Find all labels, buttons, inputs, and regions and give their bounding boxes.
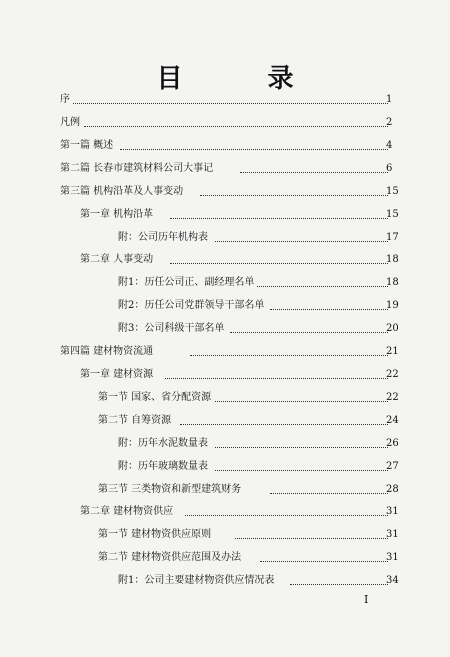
toc-entry-label: 第一章 机构沿革 xyxy=(80,207,156,223)
toc-entry[interactable] xyxy=(0,321,450,337)
toc-entry-label: 第三节 三类物资和新型建筑财务 xyxy=(98,482,244,498)
toc-entry[interactable] xyxy=(0,482,450,498)
page-title: 目 录 xyxy=(156,64,332,94)
toc-entry-label: 第二章 建材物资供应 xyxy=(80,504,176,520)
toc-entry-label: 附：历年水泥数量表 xyxy=(118,436,211,452)
toc-entry-page: 20 xyxy=(386,323,399,334)
toc-entry-label: 第二节 自筹资源 xyxy=(98,413,174,429)
toc-entry-label: 附3：公司科级干部名单 xyxy=(118,321,227,337)
toc-entry-page: 17 xyxy=(386,232,399,243)
toc-entry-page: 22 xyxy=(386,369,399,380)
toc-entry-label: 第一节 建材物资供应原则 xyxy=(98,527,214,543)
toc-entry-label: 第二节 建材物资供应范围及办法 xyxy=(98,550,244,566)
toc-entry-page: 27 xyxy=(386,461,399,472)
toc-entry-page: 6 xyxy=(386,163,393,174)
toc-entry-label: 第一章 建材资源 xyxy=(80,367,156,383)
toc-entry[interactable] xyxy=(0,115,450,131)
toc-entry-page: 28 xyxy=(386,484,399,495)
toc-entry[interactable] xyxy=(0,92,450,108)
toc-entry[interactable] xyxy=(0,138,450,154)
toc-entry[interactable] xyxy=(0,275,450,291)
toc-entry-label: 附1：公司主要建材物资供应情况表 xyxy=(118,573,277,589)
toc-entry-label: 凡例 xyxy=(60,115,83,131)
toc-entry[interactable] xyxy=(0,298,450,314)
toc-entry[interactable] xyxy=(0,252,450,268)
toc-entry-label: 附：历年玻璃数量表 xyxy=(118,459,211,475)
toc-entry[interactable] xyxy=(0,344,450,360)
toc-entry-label: 第三篇 机构沿革及人事变动 xyxy=(60,184,186,200)
toc-entry[interactable] xyxy=(0,550,450,566)
toc-entry[interactable] xyxy=(0,527,450,543)
toc-entry[interactable] xyxy=(0,230,450,246)
toc-entry[interactable] xyxy=(0,573,450,589)
toc-entry-page: 31 xyxy=(386,552,399,563)
toc-entry-label: 序 xyxy=(60,92,73,108)
toc-entry-page: 2 xyxy=(386,117,393,128)
toc-entry-label: 第一篇 概述 xyxy=(60,138,116,154)
toc-entry-page: 4 xyxy=(386,140,393,151)
toc-entry[interactable] xyxy=(0,184,450,200)
toc-entry[interactable] xyxy=(0,504,450,520)
toc-entry-page: 18 xyxy=(386,277,399,288)
toc-entry-label: 附2：历任公司党群领导干部名单 xyxy=(118,298,267,314)
toc-entry[interactable] xyxy=(0,390,450,406)
page-number: I xyxy=(364,593,369,606)
toc-entry-page: 21 xyxy=(386,346,399,357)
toc-entry-page: 15 xyxy=(386,209,399,220)
toc-entry-page: 26 xyxy=(386,438,399,449)
toc-entry-page: 18 xyxy=(386,254,399,265)
toc-entry-page: 22 xyxy=(386,392,399,403)
toc-entry-page: 31 xyxy=(386,529,399,540)
toc-entry[interactable] xyxy=(0,161,450,177)
toc-entry[interactable] xyxy=(0,436,450,452)
toc-entry-label: 第四篇 建材物资流通 xyxy=(60,344,156,360)
toc-entry-page: 34 xyxy=(386,575,399,586)
toc-entry-label: 附：公司历年机构表 xyxy=(118,230,211,246)
toc-entry-label: 第二章 人事变动 xyxy=(80,252,156,268)
toc-entry[interactable] xyxy=(0,367,450,383)
toc-entry-label: 附1：历任公司正、副经理名单 xyxy=(118,275,257,291)
toc-entry-page: 19 xyxy=(386,300,399,311)
toc-entry-page: 31 xyxy=(386,506,399,517)
toc-entry-page: 1 xyxy=(386,94,393,105)
toc-entry[interactable] xyxy=(0,207,450,223)
toc-entry[interactable] xyxy=(0,413,450,429)
toc-entry-page: 24 xyxy=(386,415,399,426)
toc-entry[interactable] xyxy=(0,459,450,475)
toc-entry-label: 第一节 国家、省分配资源 xyxy=(98,390,214,406)
toc-entry-label: 第二篇 长春市建筑材料公司大事记 xyxy=(60,161,216,177)
toc-entry-page: 15 xyxy=(386,186,399,197)
